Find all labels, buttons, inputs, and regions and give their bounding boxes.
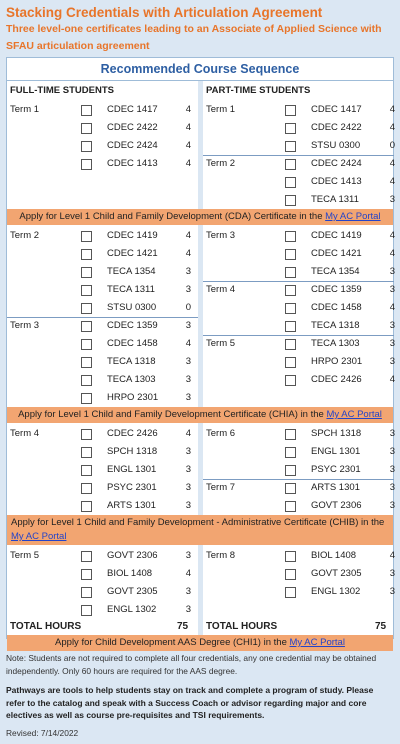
course-checkbox[interactable] [285, 105, 296, 116]
course-checkbox[interactable] [285, 465, 296, 476]
course-code: CDEC 2424 [311, 158, 362, 169]
course-row [7, 389, 198, 407]
term-label: Term 2 [206, 158, 236, 169]
course-checkbox[interactable] [285, 285, 296, 296]
course-row [7, 335, 198, 353]
course-code: TECA 1311 [311, 194, 359, 205]
course-code: TECA 1354 [311, 266, 360, 277]
course-checkbox[interactable] [81, 587, 92, 598]
credit-hours: 4 [185, 122, 191, 133]
course-checkbox[interactable] [81, 447, 92, 458]
course-code: CDEC 2422 [311, 122, 362, 133]
credit-hours: 3 [185, 266, 191, 277]
course-code: ENGL 1301 [107, 464, 157, 475]
total-hours-full: 75 [177, 621, 189, 632]
credit-hours: 3 [389, 482, 395, 493]
term-label: Term 4 [206, 284, 236, 295]
credit-hours: 3 [185, 500, 191, 511]
credit-hours: 3 [389, 284, 395, 295]
course-row [203, 479, 394, 497]
course-row [7, 443, 198, 461]
credit-hours: 4 [389, 248, 395, 259]
course-row [203, 497, 394, 515]
credit-hours: 4 [185, 428, 191, 439]
course-checkbox[interactable] [81, 393, 92, 404]
course-checkbox[interactable] [285, 177, 296, 188]
course-checkbox[interactable] [81, 375, 92, 386]
course-row [7, 245, 198, 263]
course-checkbox[interactable] [81, 569, 92, 580]
credit-hours: 3 [185, 356, 191, 367]
course-checkbox[interactable] [285, 447, 296, 458]
term-label: Term 1 [10, 104, 40, 115]
credit-hours: 3 [389, 446, 395, 457]
term-label: Term 6 [206, 428, 236, 439]
my-ac-portal-link[interactable]: My AC Portal [11, 531, 67, 542]
my-ac-portal-link[interactable]: My AC Portal [289, 637, 345, 648]
course-columns [7, 81, 395, 648]
credit-hours: 4 [185, 104, 191, 115]
course-code: TECA 1354 [107, 266, 156, 277]
term-label: Term 7 [206, 482, 236, 493]
course-code: GOVT 2305 [311, 568, 362, 579]
sequence-title: Recommended Course Sequence [7, 58, 393, 81]
course-row [7, 227, 198, 245]
course-checkbox[interactable] [285, 483, 296, 494]
course-row [203, 565, 394, 583]
apply-band-text: Apply for Level 1 Child and Family Development Certificate (CHIA) in the [18, 409, 327, 420]
course-checkbox[interactable] [285, 159, 296, 170]
course-checkbox[interactable] [81, 339, 92, 350]
course-code: ENGL 1302 [311, 586, 361, 597]
course-checkbox[interactable] [81, 429, 92, 440]
total-hours-label-part: TOTAL HOURS [206, 621, 278, 632]
course-checkbox[interactable] [285, 429, 296, 440]
credit-hours: 4 [185, 248, 191, 259]
course-row [203, 425, 394, 443]
credit-hours: 3 [389, 338, 395, 349]
full-time-heading: FULL-TIME STUDENTS [10, 85, 114, 96]
course-code: CDEC 1458 [311, 302, 362, 313]
course-row [7, 425, 198, 443]
total-hours-label-full: TOTAL HOURS [10, 621, 82, 632]
credit-hours: 4 [389, 230, 395, 241]
credit-hours: 4 [389, 550, 395, 561]
course-checkbox[interactable] [285, 267, 296, 278]
my-ac-portal-link[interactable]: My AC Portal [325, 211, 381, 222]
credit-hours: 3 [185, 604, 191, 615]
course-row [7, 137, 198, 155]
course-row [7, 353, 198, 371]
course-checkbox[interactable] [285, 339, 296, 350]
course-code: ENGL 1302 [107, 604, 157, 615]
course-row [203, 263, 394, 281]
course-checkbox[interactable] [81, 141, 92, 152]
course-checkbox[interactable] [285, 123, 296, 134]
course-row [203, 443, 394, 461]
course-code: CDEC 1419 [107, 230, 158, 241]
course-row [203, 227, 394, 245]
credit-hours: 4 [389, 374, 395, 385]
term-label: Term 5 [206, 338, 236, 349]
course-code: ARTS 1301 [311, 482, 360, 493]
credit-hours: 4 [389, 122, 395, 133]
course-row [7, 461, 198, 479]
course-checkbox[interactable] [285, 231, 296, 242]
course-code: HRPO 2301 [107, 392, 159, 403]
course-code: TECA 1311 [107, 284, 155, 295]
course-row [7, 119, 198, 137]
revised-date: Revised: 7/14/2022 [6, 728, 79, 738]
apply-band-text: Apply for Level 1 Child and Family Development - Administrative Certificate (CHIB) in the [11, 517, 385, 528]
course-row [203, 583, 394, 601]
course-code: CDEC 1421 [311, 248, 362, 259]
course-code: CDEC 1458 [107, 338, 158, 349]
course-checkbox[interactable] [285, 569, 296, 580]
credit-hours: 3 [389, 586, 395, 597]
course-code: CDEC 1413 [311, 176, 362, 187]
course-row [7, 601, 198, 619]
course-row [203, 155, 394, 173]
credit-hours: 3 [389, 500, 395, 511]
page-title: Stacking Credentials with Articulation Agreement [6, 5, 323, 20]
course-code: STSU 0300 [107, 302, 157, 313]
course-checkbox[interactable] [285, 303, 296, 314]
course-code: TECA 1318 [311, 320, 360, 331]
course-code: GOVT 2306 [311, 500, 362, 511]
my-ac-portal-link[interactable]: My AC Portal [326, 409, 382, 420]
credit-hours: 3 [389, 320, 395, 331]
term-label: Term 5 [10, 550, 40, 561]
credit-hours: 4 [185, 158, 191, 169]
credit-hours: 3 [185, 392, 191, 403]
course-code: PSYC 2301 [311, 464, 361, 475]
course-row [7, 155, 198, 173]
apply-band-text: Apply for Child Development AAS Degree (CHI1) in the [55, 637, 290, 648]
course-row [7, 565, 198, 583]
term-label: Term 1 [206, 104, 236, 115]
credit-hours: 4 [389, 158, 395, 169]
course-code: CDEC 2424 [107, 140, 158, 151]
course-code: CDEC 2426 [311, 374, 362, 385]
course-code: STSU 0300 [311, 140, 361, 151]
credit-hours: 3 [185, 464, 191, 475]
course-checkbox[interactable] [285, 141, 296, 152]
course-row [203, 547, 394, 565]
course-checkbox[interactable] [81, 321, 92, 332]
course-row [203, 299, 394, 317]
course-code: PSYC 2301 [107, 482, 157, 493]
course-row [7, 497, 198, 515]
course-checkbox[interactable] [285, 249, 296, 260]
credit-hours: 3 [389, 194, 395, 205]
course-row [7, 263, 198, 281]
credit-hours: 4 [389, 176, 395, 187]
apply-band-text: Apply for Level 1 Child and Family Development (CDA) Certificate in the [19, 211, 326, 222]
course-row [203, 353, 394, 371]
course-checkbox[interactable] [81, 123, 92, 134]
course-checkbox[interactable] [81, 105, 92, 116]
course-row [203, 317, 394, 335]
apply-band-4 [7, 635, 393, 651]
credential-note: Note: Students are not required to complete all four credentials, any one credential may be obtained independently. Only 60 hours are required for the AAS degree. [6, 653, 377, 676]
course-checkbox[interactable] [81, 267, 92, 278]
course-code: CDEC 1419 [311, 230, 362, 241]
course-code: ARTS 1301 [107, 500, 156, 511]
course-code: SPCH 1318 [107, 446, 158, 457]
course-code: CDEC 1421 [107, 248, 158, 259]
course-code: HRPO 2301 [311, 356, 363, 367]
course-sequence-panel [6, 57, 395, 648]
credit-hours: 0 [389, 140, 395, 151]
course-code: CDEC 1417 [311, 104, 362, 115]
course-row [7, 281, 198, 299]
part-time-heading: PART-TIME STUDENTS [206, 85, 311, 96]
course-code: ENGL 1301 [311, 446, 361, 457]
course-checkbox[interactable] [81, 501, 92, 512]
credit-hours: 3 [389, 266, 395, 277]
credit-hours: 4 [185, 230, 191, 241]
course-checkbox[interactable] [81, 159, 92, 170]
course-checkbox[interactable] [81, 551, 92, 562]
credit-hours: 3 [389, 464, 395, 475]
course-row [203, 281, 394, 299]
apply-band-2 [7, 407, 393, 423]
course-checkbox[interactable] [285, 375, 296, 386]
course-row [203, 101, 394, 119]
course-row [203, 119, 394, 137]
page-subtitle: Three level-one certificates leading to an Associate of Applied Science with SFAU articulation agreement [6, 23, 382, 52]
credit-hours: 3 [389, 356, 395, 367]
course-checkbox[interactable] [81, 249, 92, 260]
course-code: GOVT 2306 [107, 550, 158, 561]
course-code: TECA 1318 [107, 356, 156, 367]
course-code: BIOL 1408 [311, 550, 357, 561]
credit-hours: 3 [185, 482, 191, 493]
course-code: CDEC 1413 [107, 158, 158, 169]
course-code: CDEC 1359 [311, 284, 362, 295]
course-row [7, 371, 198, 389]
course-checkbox[interactable] [285, 321, 296, 332]
course-code: TECA 1303 [107, 374, 156, 385]
course-row [7, 547, 198, 565]
course-row [7, 299, 198, 317]
course-row [203, 245, 394, 263]
course-row [203, 173, 394, 191]
term-label: Term 3 [10, 320, 40, 331]
credit-hours: 4 [185, 568, 191, 579]
course-row [203, 335, 394, 353]
course-checkbox[interactable] [285, 551, 296, 562]
course-checkbox[interactable] [285, 501, 296, 512]
course-checkbox[interactable] [81, 231, 92, 242]
course-code: CDEC 1359 [107, 320, 158, 331]
credit-hours: 3 [185, 550, 191, 561]
credit-hours: 3 [185, 446, 191, 457]
course-code: SPCH 1318 [311, 428, 362, 439]
course-checkbox[interactable] [81, 465, 92, 476]
term-label: Term 2 [10, 230, 40, 241]
credit-hours: 4 [389, 104, 395, 115]
course-checkbox[interactable] [81, 357, 92, 368]
apply-band-1 [7, 209, 393, 225]
term-label: Term 4 [10, 428, 40, 439]
course-checkbox[interactable] [81, 285, 92, 296]
credit-hours: 3 [185, 284, 191, 295]
credit-hours: 3 [389, 428, 395, 439]
course-row [7, 479, 198, 497]
credit-hours: 3 [389, 568, 395, 579]
credit-hours: 4 [185, 140, 191, 151]
course-row [7, 583, 198, 601]
pathways-note: Pathways are tools to help students stay on track and complete a program of study. Please refer to the catalog and speak with a Success Coach or advisor regarding major and core electives as well as course pre-requisites and TSI requirements. [6, 685, 374, 720]
header [0, 0, 400, 52]
course-checkbox[interactable] [81, 483, 92, 494]
credit-hours: 3 [185, 374, 191, 385]
course-row [7, 317, 198, 335]
course-row [203, 371, 394, 389]
total-hours-part: 75 [375, 621, 387, 632]
apply-band-3 [7, 515, 393, 545]
term-label: Term 8 [206, 550, 236, 561]
course-checkbox[interactable] [285, 195, 296, 206]
course-code: CDEC 1417 [107, 104, 158, 115]
course-checkbox[interactable] [81, 605, 92, 616]
course-row [203, 461, 394, 479]
course-code: BIOL 1408 [107, 568, 153, 579]
credit-hours: 3 [185, 586, 191, 597]
credit-hours: 0 [185, 302, 191, 313]
course-code: GOVT 2305 [107, 586, 158, 597]
credit-hours: 4 [389, 302, 395, 313]
course-checkbox[interactable] [285, 357, 296, 368]
course-checkbox[interactable] [81, 303, 92, 314]
credit-hours: 3 [185, 320, 191, 331]
course-code: TECA 1303 [311, 338, 360, 349]
term-label: Term 3 [206, 230, 236, 241]
course-code: CDEC 2422 [107, 122, 158, 133]
course-checkbox[interactable] [285, 587, 296, 598]
course-row [203, 191, 394, 209]
credit-hours: 4 [185, 338, 191, 349]
course-code: CDEC 2426 [107, 428, 158, 439]
course-row [203, 137, 394, 155]
course-row [7, 101, 198, 119]
